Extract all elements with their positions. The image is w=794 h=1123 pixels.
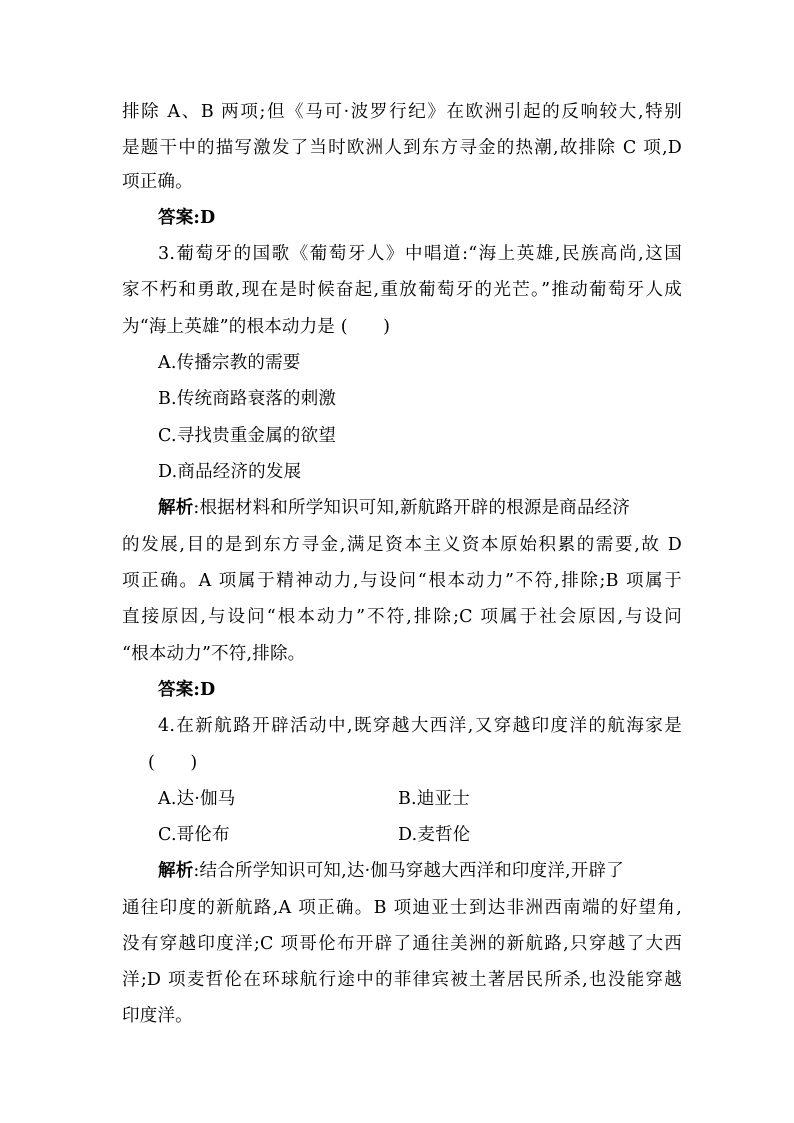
option-a: A.传播宗教的需要 [158,353,301,373]
analysis-text: 没有穿越印度洋;C 项哥伦布开辟了通往美洲的新航路,只穿越了大西 [122,934,682,954]
question-3-stem: 家不朽和勇敢,现在是时候奋起,重放葡萄牙的光芒。”推动葡萄牙人成 [122,280,682,300]
option-d: D.商品经济的发展 [158,462,302,482]
analysis-label: 解析 [158,861,194,881]
analysis-text: “根本动力”不符,排除。 [122,644,306,664]
option-b: B.传统商路衰落的刺激 [158,389,337,409]
analysis-paragraph [158,498,682,518]
option-row [158,825,718,845]
option-c: C.哥伦布 [158,825,230,845]
analysis-text: 洋;D 项麦哲伦在环球航行途中的菲律宾被土著居民所杀,也没能穿越 [122,970,682,990]
analysis-text: 项正确。A 项属于精神动力,与设问“根本动力”不符,排除;B 项属于 [122,571,682,591]
analysis-text: 印度洋。 [122,1006,193,1026]
option-row [158,789,718,809]
question-3-stem: 3.葡萄牙的国歌《葡萄牙人》中唱道:“海上英雄,民族高尚,这国 [158,244,682,264]
analysis-text: 直接原因,与设问“根本动力”不符,排除;C 项属于社会原因,与设问 [122,607,682,627]
question-3-stem: 为“海上英雄”的根本动力是 ( ) [122,317,391,337]
analysis-text: :根据材料和所学知识可知,新航路开辟的根源是商品经济 [193,498,631,518]
option-d: D.麦哲伦 [398,825,471,845]
analysis-text: 通往印度的新航路,A 项正确。B 项迪亚士到达非洲西南端的好望角, [122,898,682,918]
question-4-stem: ( ) [148,753,198,773]
answer-label: 答案:D [158,208,216,228]
text-line: 项正确。 [122,172,193,192]
option-a: A.达·伽马 [158,789,236,809]
analysis-text: 的发展,目的是到东方寻金,满足资本主义资本原始积累的需要,故 D [122,535,682,555]
analysis-text: :结合所学知识可知,达·伽马穿越大西洋和印度洋,开辟了 [193,861,624,881]
option-c: C.寻找贵重金属的欲望 [158,426,337,446]
analysis-paragraph [158,861,682,881]
answer-label: 答案:D [158,680,216,700]
question-4-stem: 4.在新航路开辟活动中,既穿越大西洋,又穿越印度洋的航海家是 [158,716,682,736]
text-line: 是题干中的描写激发了当时欧洲人到东方寻金的热潮,故排除 C 项,D [122,138,682,158]
option-b: B.迪亚士 [398,789,470,809]
text-line: 排除 A、B 两项;但《马可·波罗行纪》在欧洲引起的反响较大,特别 [122,102,682,122]
analysis-label: 解析 [158,498,194,518]
